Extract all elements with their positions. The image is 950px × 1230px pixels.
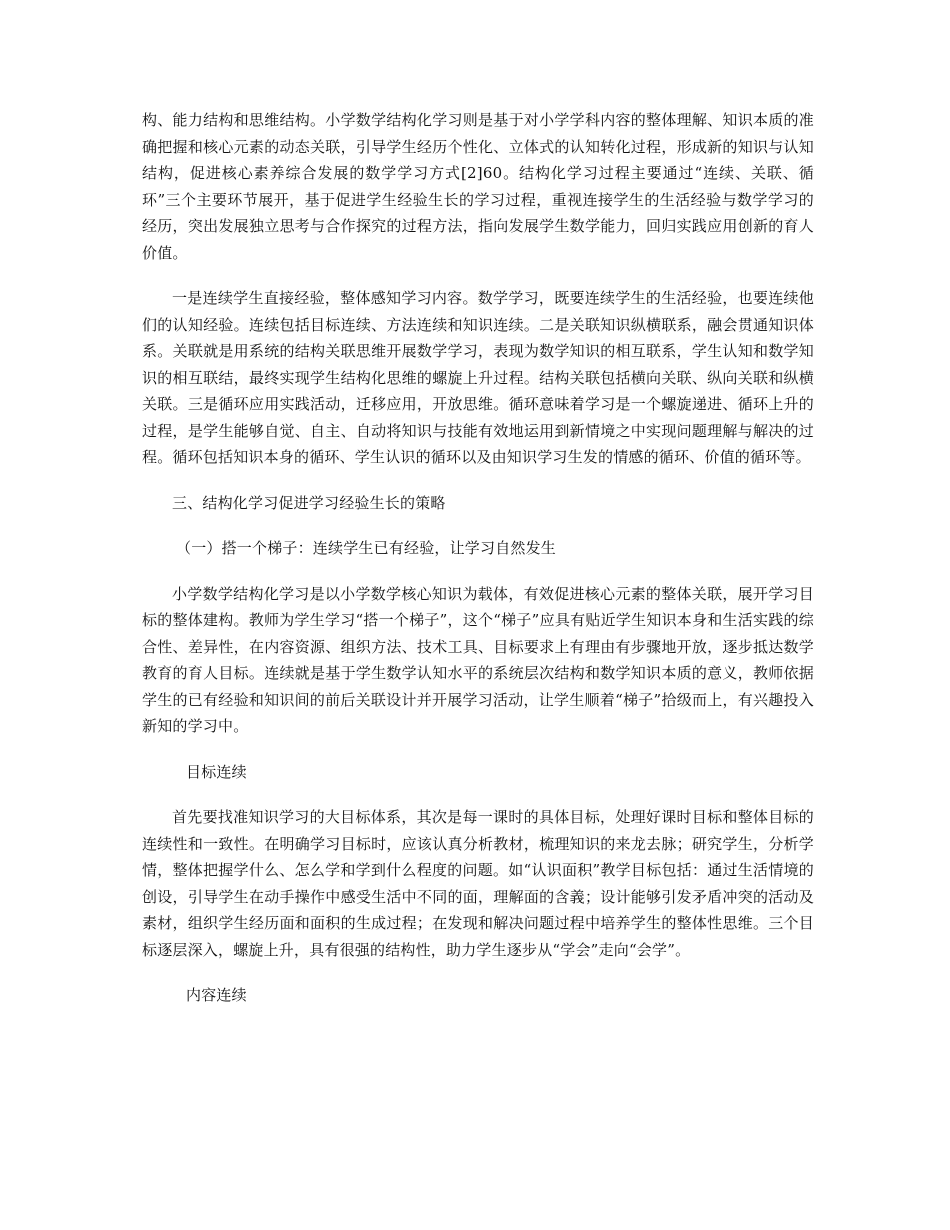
- minor-heading-content: 内容连续: [186, 986, 247, 1004]
- document-page: [142, 107, 814, 1028]
- paragraph-2: 一是连续学生直接经验，整体感知学习内容。数学学习，既要连续学生的生活经验，也要连续他们的认知经验。连续包括目标连续、方法连续和知识连续。二是关联知识纵横联系，融会贯通知识体系。关联就是用系统的结构关联思维开展数学学习，表现为数学知识的相互联系，学生认知和数学知识的相互联结，最终实现学生结构化思维的螺旋上升过程。结构关联包括横向关联、纵向关联和纵横关联。三是循环应用实践活动，迁移应用，开放思维。循环意味着学习是一个螺旋递进、循环上升的过程，是学生能够自觉、自主、自动将知识与技能有效地运用到新情境之中实现问题理解与解决的过程。循环包括知识本身的循环、学生认识的循环以及由知识学习生发的情感的循环、价值的循环等。: [142, 289, 814, 466]
- paragraph-1: 构、能力结构和思维结构。小学数学结构化学习则是基于对小学学科内容的整体理解、知识本质的准确把握和核心元素的动态关联，引导学生经历个性化、立体式的认知转化过程，形成新的知识与认知结构，促进核心素养综合发展的数学学习方式[2]60。结构化学习过程主要通过“连续、关联、循环”三个主要环节展开，基于促进学生经验生长的学习过程，重视连接学生的生活经验与数学学习的经历，突出发展独立思考与合作探究的过程方法，指向发展学生数学能力，回归实践应用创新的育人价值。: [142, 111, 814, 262]
- paragraph-3: 小学数学结构化学习是以小学数学核心知识为载体，有效促进核心元素的整体关联，展开学习目标的整体建构。教师为学生学习“搭一个梯子”，这个“梯子”应具有贴近学生知识本身和生活实践的综合性、差异性，在内容资源、组织方法、技术工具、目标要求上有理由有步骤地开放，逐步抵达数学教育的育人目标。连续就是基于学生数学认知水平的系统层次结构和数学知识本质的意义，教师依据学生的已有经验和知识间的前后关联设计并开展学习活动，让学生顺着“梯子”拾级而上，有兴趣投入新知的学习中。: [142, 584, 814, 735]
- section-heading: 三、结构化学习促进学习经验生长的策略: [172, 493, 446, 512]
- subsection-heading: （一）搭一个梯子：连续学生已有经验，让学习自然发生: [176, 539, 557, 557]
- minor-heading-goal: 目标连续: [186, 762, 247, 781]
- paragraph-4: 首先要找准知识学习的大目标体系，其次是每一课时的具体目标，处理好课时目标和整体目标的连续性和一致性。在明确学习目标时，应该认真分析教材，梳理知识的来龙去脉；研究学生，分析学情，整体把握学什么、怎么学和学到什么程度的问题。如“认识面积”教学目标包括：通过生活情境的创设，引导学生在动手操作中感受生活中不同的面，理解面的含義；设计能够引发矛盾冲突的活动及素材，组织学生经历面和面积的生成过程；在发现和解决问题过程中培养学生的整体性思维。三个目标逐层深入，螺旋上升，具有很强的结构性，助力学生逐步从“学会”走向“会学”。: [142, 808, 814, 959]
